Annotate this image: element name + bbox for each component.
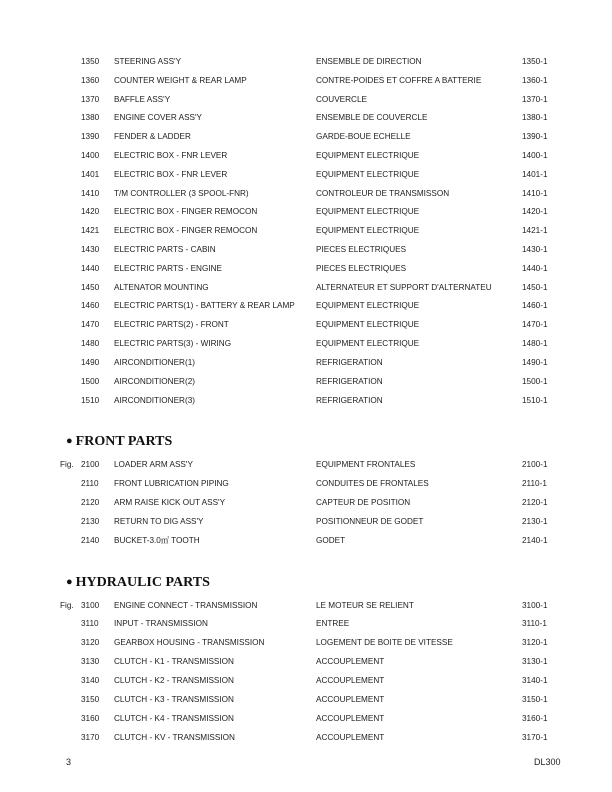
english-title: ELECTRIC BOX - FNR LEVER (114, 170, 228, 179)
page-ref: 1390-1 (522, 132, 548, 141)
bullet-icon: ● (66, 576, 73, 588)
english-title: ENGINE CONNECT - TRANSMISSION (114, 601, 258, 610)
french-title: EQUIPMENT ELECTRIQUE (316, 301, 420, 310)
english-title: BAFFLE ASS'Y (114, 95, 171, 104)
english-title: ELECTRIC PARTS(1) - BATTERY & REAR LAMP (114, 301, 295, 310)
french-title: EQUIPMENT ELECTRIQUE (316, 339, 420, 348)
french-title: LOGEMENT DE BOITE DE VITESSE (316, 638, 453, 647)
table-row (0, 243, 612, 257)
table-row (0, 617, 612, 631)
table-row (0, 477, 612, 491)
french-title: REFRIGERATION (316, 377, 383, 386)
french-title: ACCOUPLEMENT (316, 733, 385, 742)
table-row (0, 394, 612, 408)
page-ref: 2110-1 (522, 479, 547, 488)
french-title: EQUIPMENT ELECTRIQUE (316, 320, 420, 329)
fig-number: 1460 (81, 301, 100, 310)
page-ref: 3130-1 (522, 657, 548, 666)
page-ref: 1401-1 (522, 170, 548, 179)
page-ref: 2130-1 (522, 517, 548, 526)
page-ref: 1410-1 (522, 189, 548, 198)
english-title: STEERING ASS'Y (114, 57, 182, 66)
page-ref: 3150-1 (522, 695, 548, 704)
english-title: COUNTER WEIGHT & REAR LAMP (114, 76, 247, 85)
page-ref: 2140-1 (522, 536, 548, 545)
table-row (0, 224, 612, 238)
english-title: ARM RAISE KICK OUT ASS'Y (114, 498, 226, 507)
table-row (0, 168, 612, 182)
table-row (0, 149, 612, 163)
page-ref: 1500-1 (522, 377, 548, 386)
page-ref: 1480-1 (522, 339, 548, 348)
page-ref: 3170-1 (522, 733, 548, 742)
table-row (0, 375, 612, 389)
table-row (0, 281, 612, 295)
english-title: ELECTRIC PARTS - ENGINE (114, 264, 222, 273)
english-title: RETURN TO DIG ASS'Y (114, 517, 204, 526)
english-title: CLUTCH - KV - TRANSMISSION (114, 733, 235, 742)
english-title: ELECTRIC PARTS - CABIN (114, 245, 216, 254)
fig-number: 1500 (81, 377, 100, 386)
french-title: CAPTEUR DE POSITION (316, 498, 411, 507)
english-title: BUCKET-3.0㎥ TOOTH (114, 536, 200, 545)
page-ref: 1450-1 (522, 283, 548, 292)
fig-number: 2100 (81, 460, 100, 469)
table-row (0, 111, 612, 125)
fig-number: 1360 (81, 76, 100, 85)
french-title: LE MOTEUR SE RELIENT (316, 601, 414, 610)
table-row (0, 93, 612, 107)
table-row (0, 130, 612, 144)
fig-number: 1370 (81, 95, 100, 104)
french-title: PIECES ELECTRIQUES (316, 264, 407, 273)
page-ref: 1360-1 (522, 76, 548, 85)
english-title: T/M CONTROLLER (3 SPOOL-FNR) (114, 189, 249, 198)
french-title: CONTROLEUR DE TRANSMISSON (316, 189, 450, 198)
english-title: INPUT - TRANSMISSION (114, 619, 208, 628)
model-name: DL300 (534, 757, 561, 767)
page-ref: 3140-1 (522, 676, 548, 685)
page-ref: 1490-1 (522, 358, 548, 367)
french-title: CONDUITES DE FRONTALES (316, 479, 429, 488)
french-title: ACCOUPLEMENT (316, 657, 385, 666)
table-row (0, 187, 612, 201)
table-row (0, 458, 612, 472)
english-title: GEARBOX HOUSING - TRANSMISSION (114, 638, 265, 647)
english-title: ELECTRIC BOX - FINGER REMOCON (114, 226, 258, 235)
section-title: FRONT PARTS (75, 434, 173, 449)
table-row (0, 599, 612, 613)
fig-number: 1400 (81, 151, 100, 160)
fig-number: 3150 (81, 695, 100, 704)
french-title: EQUIPMENT ELECTRIQUE (316, 170, 420, 179)
fig-label: Fig. (60, 460, 74, 469)
french-title: ACCOUPLEMENT (316, 695, 385, 704)
page-ref: 1370-1 (522, 95, 548, 104)
french-title: ACCOUPLEMENT (316, 714, 385, 723)
english-title: CLUTCH - K2 - TRANSMISSION (114, 676, 234, 685)
section-heading-front-parts (66, 434, 172, 450)
page-ref: 3100-1 (522, 601, 548, 610)
french-title: PIECES ELECTRIQUES (316, 245, 407, 254)
fig-number: 3160 (81, 714, 100, 723)
fig-number: 2120 (81, 498, 100, 507)
english-title: ELECTRIC PARTS(2) - FRONT (114, 320, 229, 329)
page-ref: 1420-1 (522, 207, 548, 216)
english-title: AIRCONDITIONER(2) (114, 377, 195, 386)
fig-number: 1420 (81, 207, 100, 216)
english-title: LOADER ARM ASS'Y (114, 460, 193, 469)
table-row (0, 356, 612, 370)
english-title: CLUTCH - K3 - TRANSMISSION (114, 695, 234, 704)
french-title: GODET (316, 536, 346, 545)
fig-label: Fig. (60, 601, 74, 610)
section-title: HYDRAULIC PARTS (75, 575, 210, 590)
page-ref: 3110-1 (522, 619, 547, 628)
fig-number: 2130 (81, 517, 100, 526)
english-title: CLUTCH - K1 - TRANSMISSION (114, 657, 234, 666)
page-number: 3 (66, 757, 72, 767)
english-title: AIRCONDITIONER(3) (114, 396, 195, 405)
fig-number: 3130 (81, 657, 100, 666)
page-ref: 1460-1 (522, 301, 548, 310)
page-ref: 1430-1 (522, 245, 548, 254)
fig-number: 3100 (81, 601, 100, 610)
fig-number: 1470 (81, 320, 100, 329)
page-ref: 1350-1 (522, 57, 548, 66)
french-title: EQUIPMENT ELECTRIQUE (316, 151, 420, 160)
fig-number: 1480 (81, 339, 100, 348)
french-title: EQUIPMENT ELECTRIQUE (316, 226, 420, 235)
table-row (0, 731, 612, 745)
bullet-icon: ● (66, 435, 73, 447)
page-ref: 1380-1 (522, 113, 548, 122)
fig-number: 1350 (81, 57, 100, 66)
french-title: POSITIONNEUR DE GODET (316, 517, 424, 526)
table-row (0, 655, 612, 669)
fig-number: 1390 (81, 132, 100, 141)
french-title: ACCOUPLEMENT (316, 676, 385, 685)
fig-number: 1510 (81, 396, 100, 405)
english-title: ELECTRIC PARTS(3) - WIRING (114, 339, 232, 348)
french-title: REFRIGERATION (316, 358, 383, 367)
fig-number: 1410 (81, 189, 100, 198)
page-ref: 1470-1 (522, 320, 548, 329)
english-title: AIRCONDITIONER(1) (114, 358, 195, 367)
english-title: ELECTRIC BOX - FINGER REMOCON (114, 207, 258, 216)
table-row (0, 636, 612, 650)
table-row (0, 693, 612, 707)
fig-number: 1490 (81, 358, 100, 367)
french-title: CONTRE-POIDES ET COFFRE A BATTERIE (316, 76, 482, 85)
french-title: EQUIPMENT ELECTRIQUE (316, 207, 420, 216)
french-title: REFRIGERATION (316, 396, 383, 405)
french-title: ALTERNATEUR ET SUPPORT D'ALTERNATEU (316, 283, 492, 292)
page-ref: 2100-1 (522, 460, 548, 469)
french-title: ENSEMBLE DE COUVERCLE (316, 113, 428, 122)
table-row (0, 534, 612, 548)
french-title: COUVERCLE (316, 95, 367, 104)
english-title: ELECTRIC BOX - FNR LEVER (114, 151, 228, 160)
fig-number: 1440 (81, 264, 100, 273)
french-title: ENTREE (316, 619, 350, 628)
french-title: EQUIPMENT FRONTALES (316, 460, 416, 469)
fig-number: 3170 (81, 733, 100, 742)
table-row (0, 74, 612, 88)
table-row (0, 496, 612, 510)
english-title: FENDER & LADDER (114, 132, 191, 141)
fig-number: 3120 (81, 638, 100, 647)
fig-number: 3140 (81, 676, 100, 685)
page-ref: 1510-1 (522, 396, 548, 405)
page-ref: 1400-1 (522, 151, 548, 160)
table-row (0, 318, 612, 332)
page-ref: 3120-1 (522, 638, 548, 647)
table-row (0, 262, 612, 276)
fig-number: 1430 (81, 245, 100, 254)
table-row (0, 674, 612, 688)
table-row (0, 299, 612, 313)
fig-number: 3110 (81, 619, 99, 628)
table-row (0, 205, 612, 219)
page-ref: 3160-1 (522, 714, 548, 723)
fig-number: 2110 (81, 479, 99, 488)
page-ref: 2120-1 (522, 498, 548, 507)
english-title: ALTENATOR MOUNTING (114, 283, 209, 292)
page-ref: 1421-1 (522, 226, 548, 235)
table-row (0, 55, 612, 69)
fig-number: 1380 (81, 113, 100, 122)
table-row (0, 712, 612, 726)
french-title: GARDE-BOUE ECHELLE (316, 132, 411, 141)
french-title: ENSEMBLE DE DIRECTION (316, 57, 422, 66)
english-title: ENGINE COVER ASS'Y (114, 113, 203, 122)
fig-number: 2140 (81, 536, 100, 545)
fig-number: 1421 (81, 226, 100, 235)
english-title: FRONT LUBRICATION PIPING (114, 479, 229, 488)
table-row (0, 337, 612, 351)
table-row (0, 515, 612, 529)
fig-number: 1450 (81, 283, 100, 292)
fig-number: 1401 (81, 170, 100, 179)
section-heading-hydraulic-parts (66, 575, 210, 591)
page-ref: 1440-1 (522, 264, 548, 273)
english-title: CLUTCH - K4 - TRANSMISSION (114, 714, 234, 723)
